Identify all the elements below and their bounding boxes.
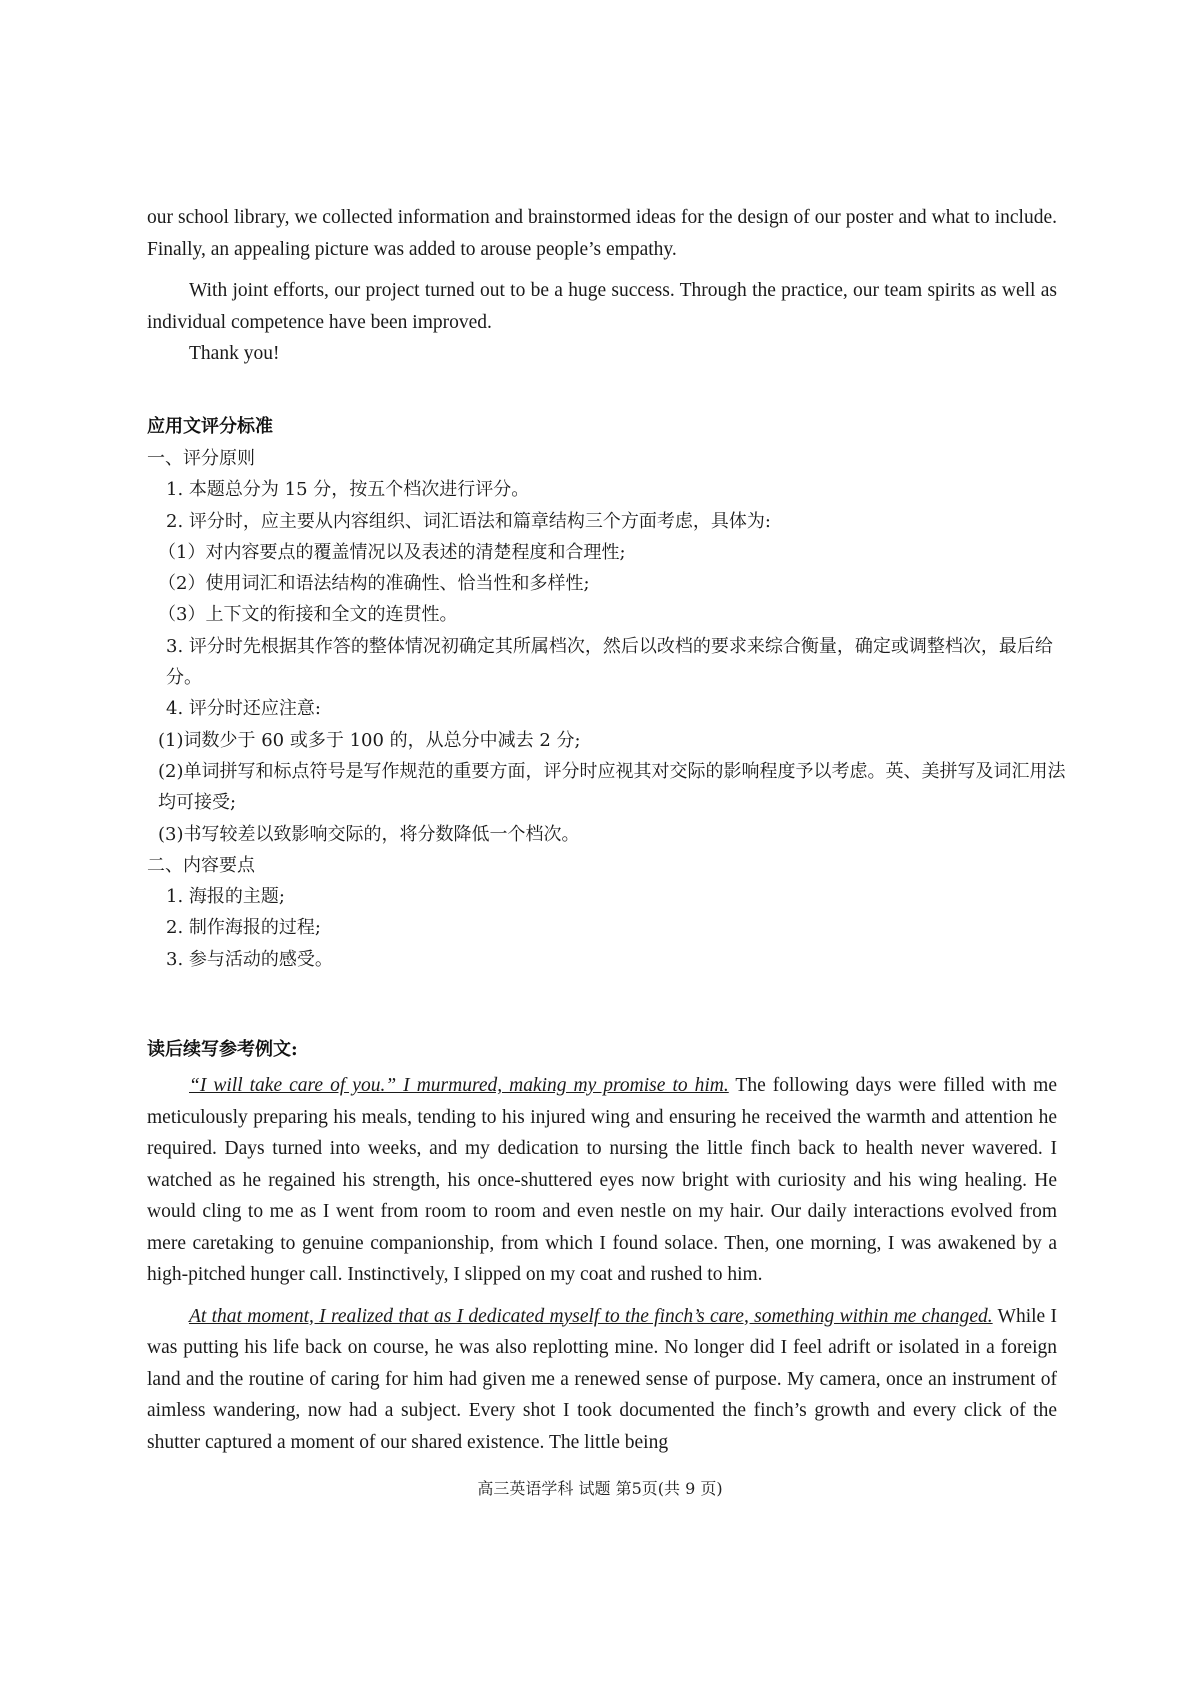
essay-paragraph-2 — [147, 1301, 1057, 1459]
rule-3: 3. 评分时先根据其作答的整体情况初确定其所属档次，然后以改档的要求来综合衡量，确定或调整档次，最后给分。 — [166, 635, 1053, 689]
rule-2-c: （3）上下文的衔接和全文的连贯性。 — [158, 604, 458, 626]
intro-closing: Thank you! — [189, 343, 280, 364]
intro-text — [147, 202, 1057, 370]
essay-title: 读后续写参考例文: — [147, 1039, 298, 1060]
content-point-1: 1. 海报的主题; — [166, 886, 285, 908]
rule-2: 2. 评分时，应主要从内容组织、词汇语法和篇章结构三个方面考虑，具体为: — [166, 510, 771, 532]
essay-paragraph-1 — [147, 1070, 1057, 1291]
content-point-2: 2. 制作海报的过程; — [166, 917, 321, 939]
rule-4-b: (2)单词拼写和标点符号是写作规范的重要方面，评分时应视其对交际的影响程度予以考虑。英、美拼写及词汇用法均可接受; — [158, 760, 1066, 814]
essay-paragraph-1-body: The following days were filled with me meticulously preparing his meals, tending to his injured wing and ensuring he received the warmth and attention he required. Days turned into weeks, and my dedication to nursing the little finch back to health never wavered. I watched as he regained his strength, his once-shuttered eyes now bright with curiosity and his wing healing. He would cling to me as I went from room to room and even nestle on my hair. Our daily interactions evolved from mere caretaking to genuine companionship, from which I found solace. Then, one morning, I was awakened by a high-pitched hunger call. Instinctively, I slipped on my coat and rushed to him. — [147, 1075, 1057, 1285]
section-2-title: 二、内容要点 — [147, 854, 255, 876]
section-1-title: 一、评分原则 — [147, 448, 255, 469]
content-point-3: 3. 参与活动的感受。 — [166, 948, 333, 970]
essay-paragraph-1-lead: “I will take care of you.” I murmured, making my promise to him. — [189, 1075, 729, 1096]
page-footer: 高三英语学科 试题 第5页(共 9 页) — [477, 1479, 723, 1498]
essay-paragraph-2-body: While I was putting his life back on course, he was also replotting mine. No longer did I feel adrift or isolated in a foreign land and the routine of caring for him had given me a renewed sense of purpose. My camera, once an instrument of aimless wandering, now had a subject. Every shot I took documented the finch’s growth and every click of the shutter captured a moment of our shared existence. The little being — [147, 1305, 1057, 1453]
scoring-rules — [147, 443, 1067, 975]
essay-text — [147, 1070, 1057, 1458]
intro-paragraph-2: With joint efforts, our project turned out to be a huge success. Through the practice, our team spirits as well as individual competence have been improved. — [147, 280, 1057, 333]
rule-4-a: (1)词数少于 60 或多于 100 的，从总分中减去 2 分; — [158, 729, 581, 751]
rule-2-b: （2）使用词汇和语法结构的准确性、恰当性和多样性; — [158, 573, 590, 595]
rule-2-a: （1）对内容要点的覆盖情况以及表述的清楚程度和合理性; — [158, 541, 626, 563]
rule-4: 4. 评分时还应注意: — [166, 698, 321, 720]
rule-4-c: (3)书写较差以致影响交际的，将分数降低一个档次。 — [158, 823, 580, 845]
rule-1: 1. 本题总分为 15 分，按五个档次进行评分。 — [166, 479, 530, 501]
intro-paragraph-1: our school library, we collected information and brainstormed ideas for the design of our poster and what to include. Finally, an appealing picture was added to arouse people’s empathy. — [147, 207, 1057, 260]
scoring-title: 应用文评分标准 — [147, 416, 273, 437]
essay-paragraph-2-lead: At that moment, I realized that as I dedicated myself to the finch’s care, something within me changed. — [189, 1305, 993, 1327]
